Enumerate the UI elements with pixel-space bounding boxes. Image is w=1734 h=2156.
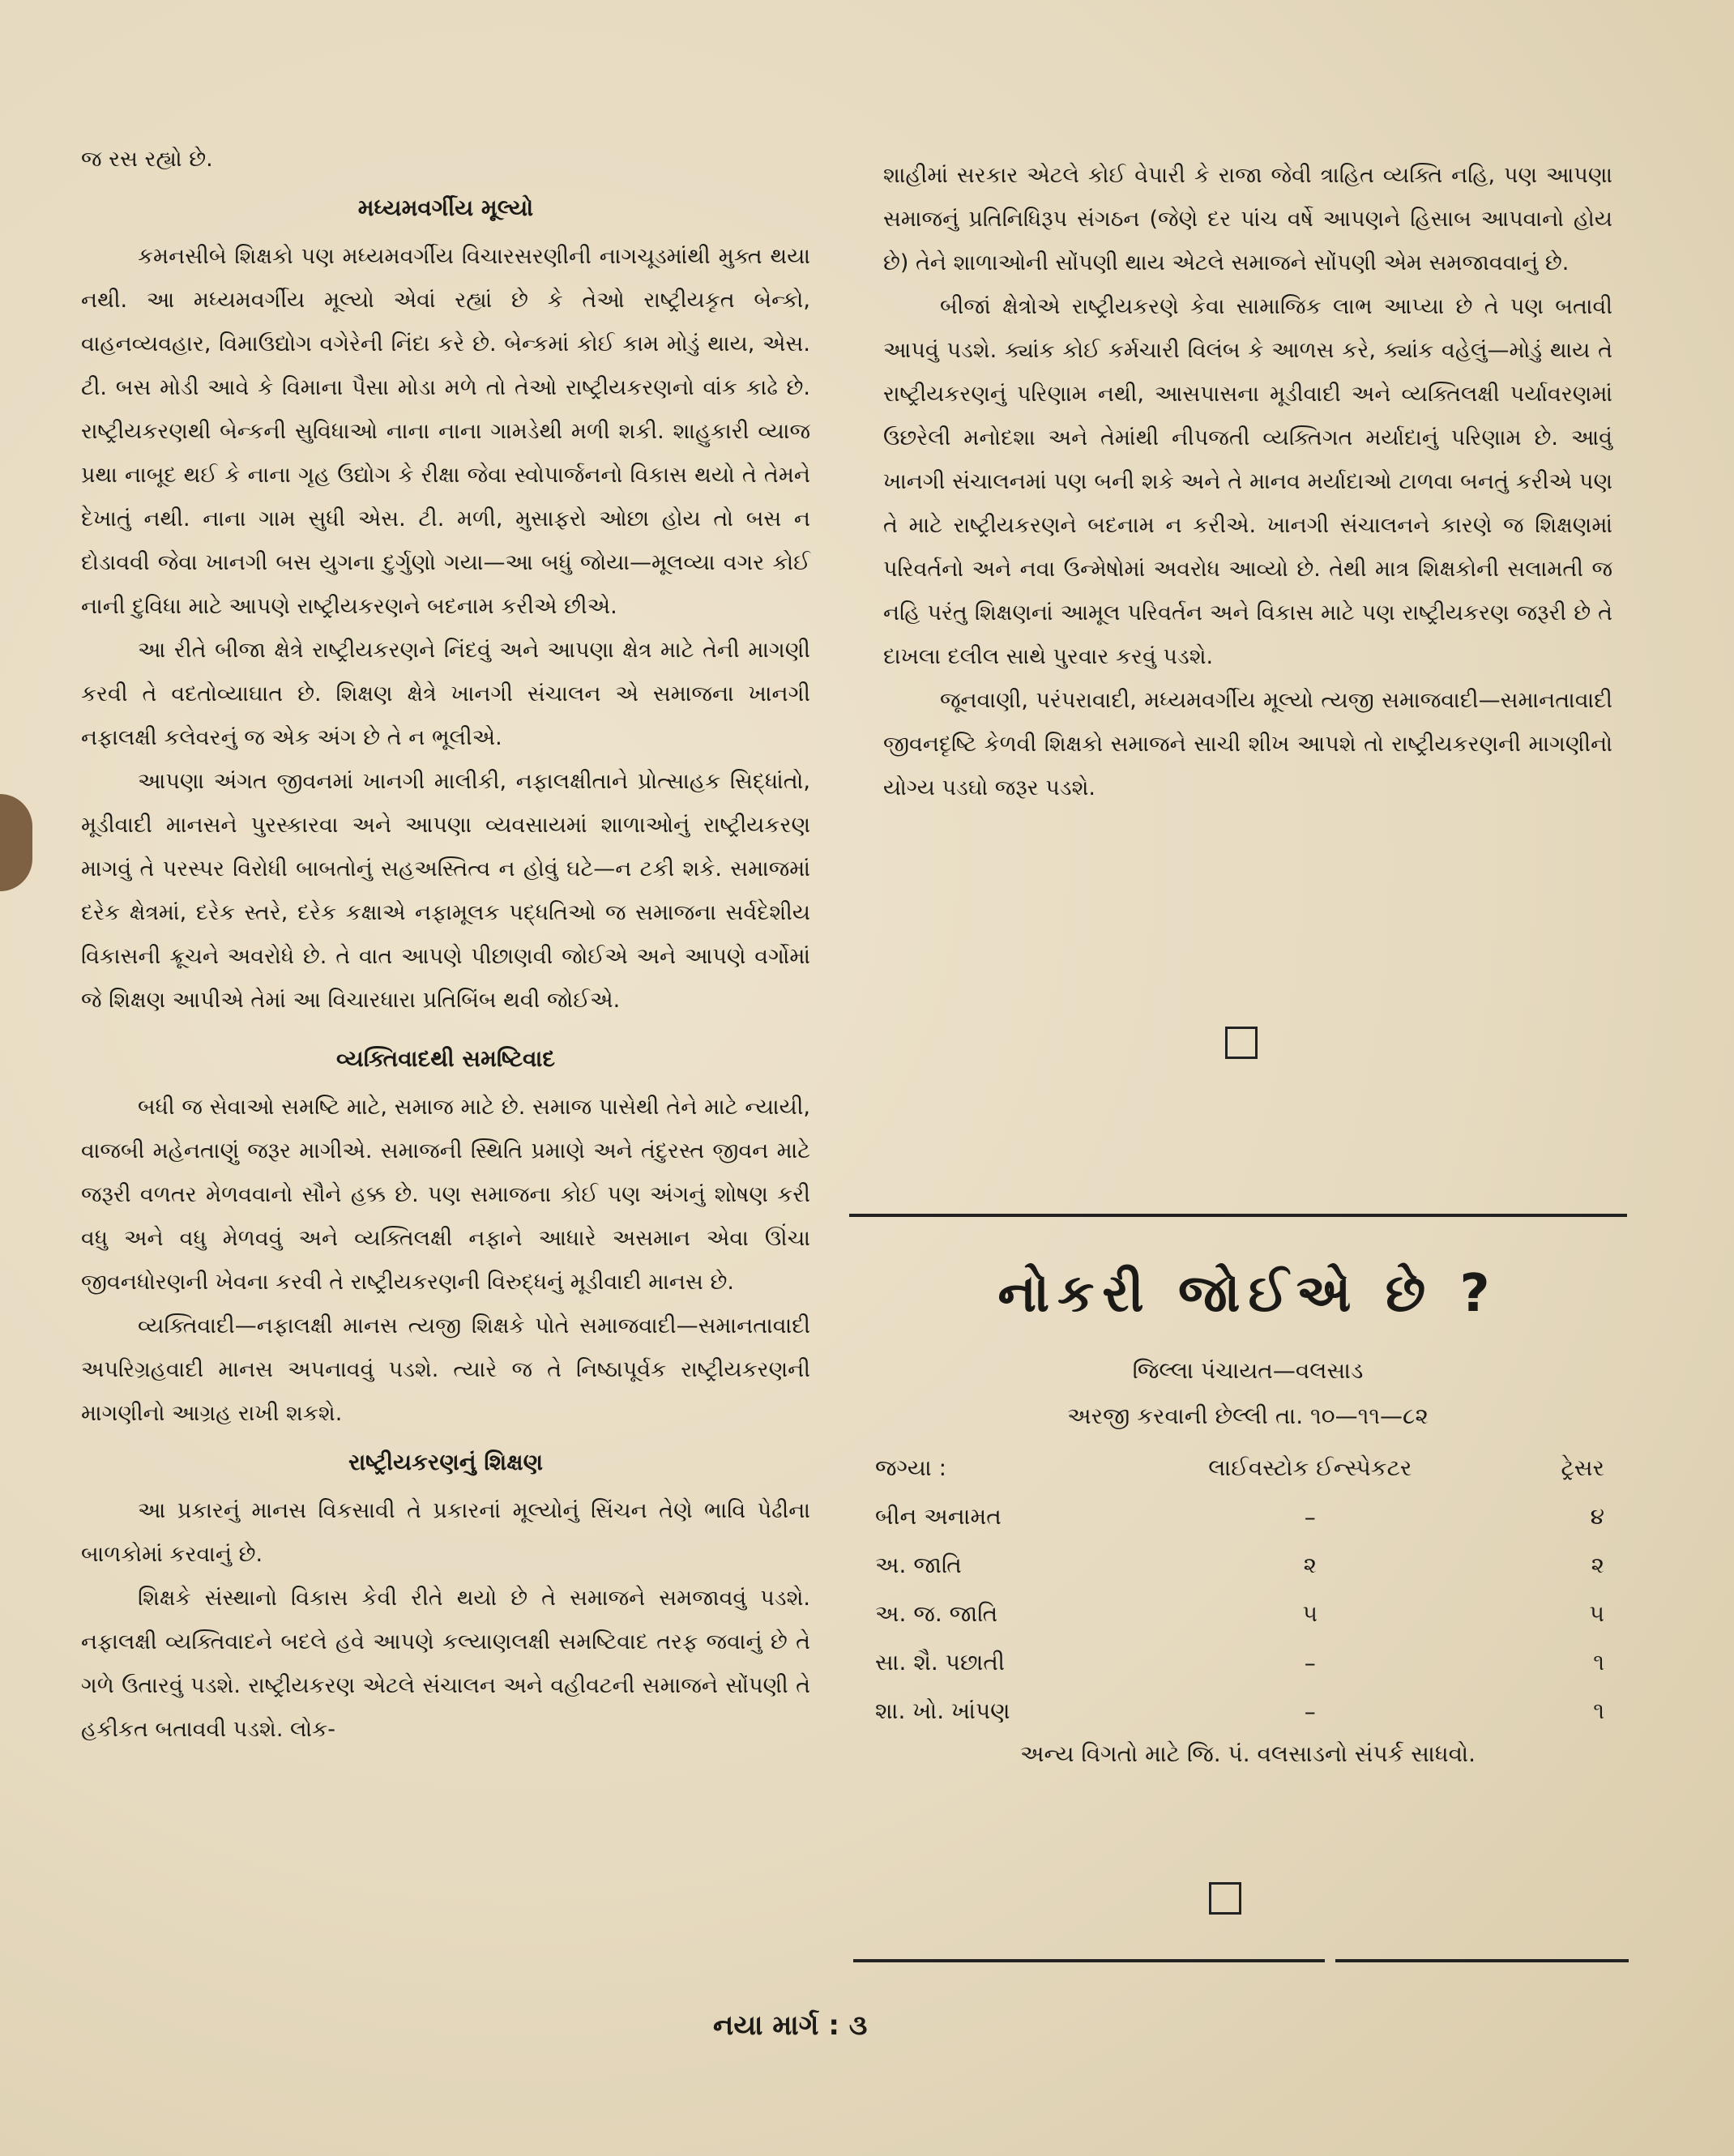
row-category: બીન અનામત	[875, 1503, 1002, 1530]
vacancy-table	[859, 1444, 1637, 1735]
job-advertisement	[859, 1264, 1637, 1768]
paragraph: કમનસીબે શિક્ષકો પણ મધ્યમવર્ગીય વિચારસરણીની નાગચૂડમાંથી મુક્ત થયા નથી. આ મધ્યમવર્ગીય મૂલ્યો એવાં રહ્યાં છે કે તેઓ રાષ્ટ્રીયકૃત બેન્કો, વાહનવ્યવહાર, વિમાઉદ્યોગ વગેરેની નિંદા કરે છે. બેન્કમાં કોઈ કામ મોડું થાય, એસ. ટી. બસ મોડી આવે કે વિમાના પૈસા મોડા મળે તો તેઓ રાષ્ટ્રીયકરણનો વાંક કાઢે છે. રાષ્ટ્રીયકરણથી બેન્કની સુવિધાઓ નાના નાના ગામડેથી મળી શકી. શાહુકારી વ્યાજ પ્રથા નાબૂદ થઈ કે નાના ગૃહ ઉદ્યોગ કે રીક્ષા જેવા સ્વોપાર્જનનો વિકાસ થયો તે તેમને દેખાતું નથી. નાના ગામ સુધી એસ. ટી. મળી, મુસાફરો ઓછા હોય તો બસ ન દોડાવવી જેવા ખાનગી બસ યુગના દુર્ગુણો ગયા—આ બધું જોયા—મૂલવ્યા વગર કોઈ નાની દુવિધા માટે આપણે રાષ્ટ્રીયકરણને બદનામ કરીએ છીએ.	[81, 244, 810, 619]
end-mark-box	[1209, 1882, 1241, 1915]
row-post-count: –	[1304, 1649, 1316, 1676]
row-category: શા. ખો. ખાંપણ	[875, 1697, 1010, 1724]
row-category: અ. જ. જાતિ	[875, 1600, 998, 1627]
left-column	[81, 138, 810, 1752]
row-category: સા. શૈ. પછાતી	[875, 1649, 1005, 1676]
header-post-name: લાઈવસ્ટોક ઈન્સ્પેકટર	[1208, 1454, 1412, 1481]
section-heading-middle-class-values: મધ્યમવર્ગીય મૂલ્યો	[357, 194, 534, 221]
paragraph: શિક્ષકે સંસ્થાનો વિકાસ કેવી રીતે થયો છે તે સમાજને સમજાવવું પડશે. નફાલક્ષી વ્યક્તિવાદને બદલે હવે આપણે કલ્યાણલક્ષી સમષ્ટિવાદ તરફ જવાનું છે તે ગળે ઉતારવું પડશે. રાષ્ટ્રીયકરણ એટલે સંચાલન અને વહીવટની સમાજને સોંપણી તે હકીકત બતાવવી પડશે. લોક-	[81, 1586, 810, 1742]
ad-title: નોકરી જોઈએ છે ?	[997, 1264, 1498, 1324]
footer-rule-right	[1335, 1959, 1629, 1962]
table-row	[859, 1541, 1637, 1590]
row-trainee-count: ૧	[1593, 1697, 1604, 1724]
table-header-row	[859, 1444, 1637, 1492]
section-heading-nationalization-education: રાષ્ટ્રીયકરણનું શિક્ષણ	[348, 1449, 544, 1475]
row-category: અ. જાતિ	[875, 1552, 962, 1578]
row-trainee-count: ૧	[1593, 1649, 1604, 1676]
intro-line: જ રસ રહ્યો છે.	[81, 147, 213, 172]
paragraph: આ પ્રકારનું માનસ વિકસાવી તે પ્રકારનાં મૂલ્યોનું સિંચન તેણે ભાવિ પેઢીના બાળકોમાં કરવાનું છે.	[81, 1498, 810, 1567]
header-trainee: ટ્રેસર	[1561, 1454, 1604, 1481]
section-heading-individualism: વ્યક્તિવાદથી સમષ્ટિવાદ	[336, 1045, 555, 1072]
ad-deadline: અરજી કરવાની છેલ્લી તા. ૧૦—૧૧—૮૨	[1067, 1402, 1429, 1429]
paragraph: જૂનવાણી, પરંપરાવાદી, મધ્યમવર્ગીય મૂલ્યો ત્યજી સમાજવાદી—સમાનતાવાદી જીવનદૃષ્ટિ કેળવી શિક્ષકો સમાજને સાચી શીખ આપશે તો રાષ્ટ્રીયકરણની માગણીનો યોગ્ય પડઘો જરૂર પડશે.	[883, 688, 1612, 800]
row-post-count: –	[1304, 1697, 1316, 1725]
table-row	[859, 1687, 1637, 1735]
paragraph: બીજાં ક્ષેત્રોએ રાષ્ટ્રીયકરણે કેવા સામાજિક લાભ આપ્યા છે તે પણ બતાવી આપવું પડશે. ક્યાંક કોઈ કર્મચારી વિલંબ કે આળસ કરે, ક્યાંક વહેલું—મોડું થાય તે રાષ્ટ્રીયકરણનું પરિણામ નથી, આસપાસના મૂડીવાદી અને વ્યક્તિલક્ષી પર્યાવરણમાં ઉછરેલી મનોદશા અને તેમાંથી નીપજતી વ્યક્તિગત મર્યાદાનું પરિણામ છે. આવું ખાનગી સંચાલનમાં પણ બની શકે અને તે માનવ મર્યાદાઓ ટાળવા બનતું કરીએ પણ તે માટે રાષ્ટ્રીયકરણને બદનામ ન કરીએ. ખાનગી સંચાલનને કારણે જ શિક્ષણમાં પરિવર્તનો અને નવા ઉન્મેષોમાં અવરોધ આવ્યો છે. તેથી માત્ર શિક્ષકોની સલામતી જ નહિ પરંતુ શિક્ષણનાં આમૂલ પરિવર્તન અને વિકાસ માટે પણ રાષ્ટ્રીયકરણ જરૂરી છે તે દાખલા દલીલ સાથે પુરવાર કરવું પડશે.	[883, 294, 1612, 669]
section-divider	[849, 1214, 1627, 1217]
page-folio: નયા માર્ગ : ૩	[713, 2009, 868, 2042]
page-damage	[0, 794, 32, 891]
header-post-label: જગ્યા :	[875, 1454, 947, 1481]
ad-organization: જિલ્લા પંચાયત—વલસાડ	[1132, 1357, 1364, 1384]
paragraph: શાહીમાં સરકાર એટલે કોઈ વેપારી કે રાજા જેવી ત્રાહિત વ્યક્તિ નહિ, પણ આપણા સમાજનું પ્રતિનિધિરૂપ સંગઠન (જેણે દર પાંચ વર્ષે આપણને હિસાબ આપવાનો હોય છે) તેને શાળાઓની સોંપણી થાય એટલે સમાજને સોંપણી એમ સમજાવવાનું છે.	[883, 163, 1612, 275]
row-post-count: ૫	[1302, 1600, 1318, 1627]
paragraph: વ્યક્તિવાદી—નફાલક્ષી માનસ ત્યજી શિક્ષકે પોતે સમાજવાદી—સમાનતાવાદી અપરિગ્રહવાદી માનસ અપનાવવું પડશે. ત્યારે જ તે નિષ્ઠાપૂર્વક રાષ્ટ્રીયકરણની માગણીનો આગ્રહ રાખી શકશે.	[81, 1313, 810, 1426]
paragraph: બધી જ સેવાઓ સમષ્ટિ માટે, સમાજ માટે છે. સમાજ પાસેથી તેને માટે ન્યાયી, વાજબી મહેનતાણું જરૂર માગીએ. સમાજની સ્થિતિ પ્રમાણે અને તંદુરસ્ત જીવન માટે જરૂરી વળતર મેળવવાનો સૌને હક્ક છે. પણ સમાજના કોઈ પણ અંગનું શોષણ કરી વધુ અને વધુ મેળવવું અને વ્યક્તિલક્ષી નફાને આધારે અસમાન એવા ઊંચા જીવનધોરણની ખેવના કરવી તે રાષ્ટ્રીયકરણની વિરુદ્ધનું મૂડીવાદી માનસ છે.	[81, 1095, 810, 1295]
footer-rule-left	[853, 1959, 1325, 1962]
row-trainee-count: ૨	[1591, 1552, 1604, 1578]
table-row	[859, 1590, 1637, 1638]
row-post-count: ૨	[1303, 1552, 1317, 1578]
paragraph: આ રીતે બીજા ક્ષેત્રે રાષ્ટ્રીયકરણને નિંદવું અને આપણા ક્ષેત્ર માટે તેની માગણી કરવી તે વદતોવ્યાઘાત છે. શિક્ષણ ક્ષેત્રે ખાનગી સંચાલન એ સમાજના ખાનગી નફાલક્ષી કલેવરનું જ એક અંગ છે તે ન ભૂલીએ.	[81, 638, 810, 750]
row-trainee-count: ૪	[1590, 1503, 1604, 1530]
end-mark-box	[1225, 1027, 1258, 1059]
paragraph: આપણા અંગત જીવનમાં ખાનગી માલીકી, નફાલક્ષીતાને પ્રોત્સાહક સિદ્ધાંતો, મૂડીવાદી માનસને પુરસ્કારવા અને આપણા વ્યવસાયમાં શાળાઓનું રાષ્ટ્રીયકરણ માગવું તે પરસ્પર વિરોધી બાબતોનું સહઅસ્તિત્વ ન હોવું ઘટે—ન ટકી શકે. સમાજમાં દરેક ક્ષેત્રમાં, દરેક સ્તરે, દરેક કક્ષાએ નફામૂલક પદ્ધતિઓ જ સમાજના સર્વદેશીય વિકાસની ક્રૂચને અવરોધે છે. તે વાત આપણે પીછાણવી જોઈએ અને આપણે વર્ગોમાં જે શિક્ષણ આપીએ તેમાં આ વિચારધારા પ્રતિબિંબ થવી જોઈએ.	[81, 769, 810, 1013]
table-row	[859, 1638, 1637, 1687]
row-trainee-count: ૫	[1589, 1600, 1604, 1627]
ad-footer-note: અન્ય વિગતો માટે જિ. પં. વલસાડનો સંપર્ક સાધવો.	[1020, 1740, 1476, 1767]
row-post-count: –	[1304, 1503, 1316, 1531]
right-column	[883, 154, 1612, 810]
table-row	[859, 1492, 1637, 1541]
